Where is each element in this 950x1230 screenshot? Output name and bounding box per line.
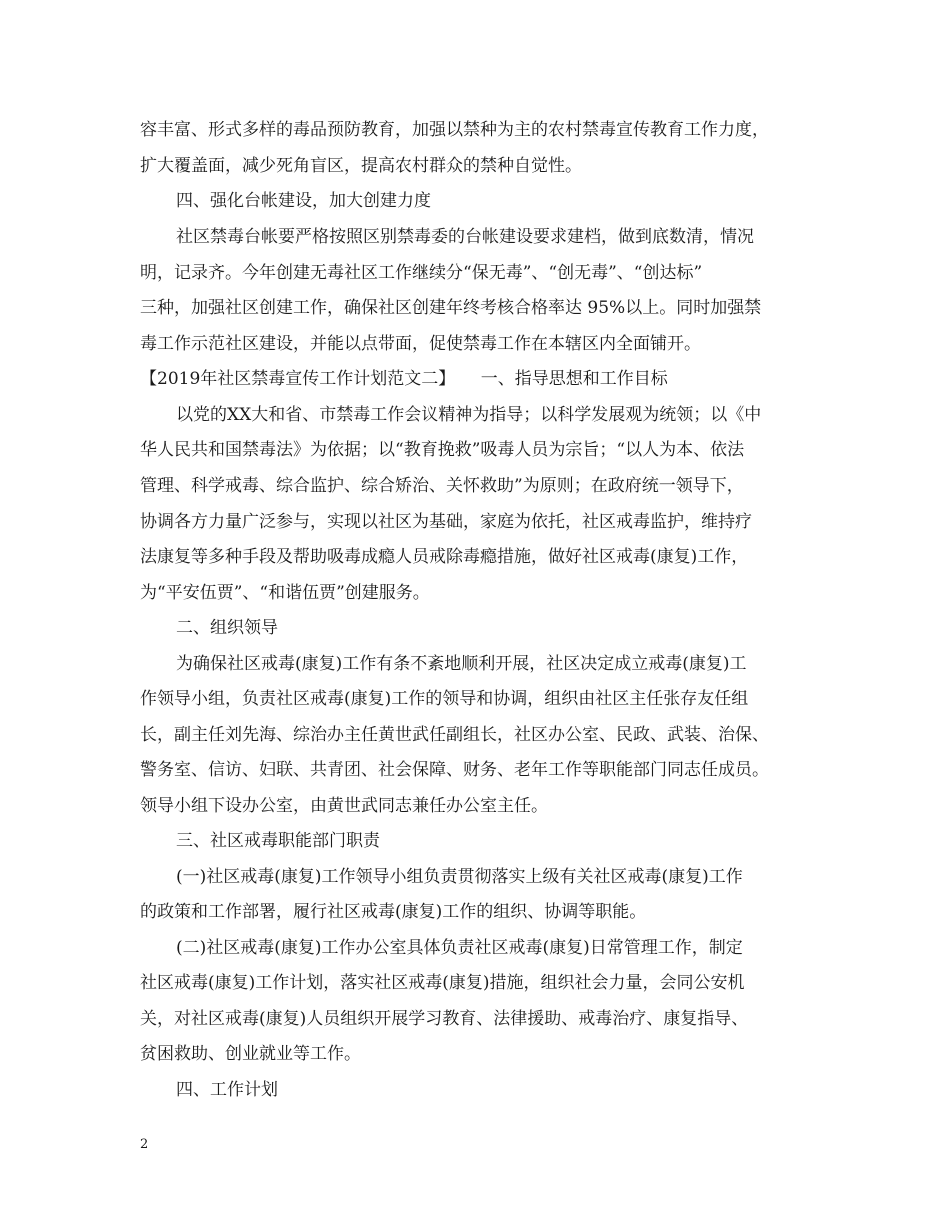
text-line: (一)社区戒毒(康复)工作领导小组负责贯彻落实上级有关社区戒毒(康复)工作: [176, 867, 743, 887]
text-line: (二)社区戒毒(康复)工作办公室具体负责社区戒毒(康复)日常管理工作，制定: [176, 938, 743, 958]
text-line: 社区禁毒台帐要严格按照区别禁毒委的台帐建设要求建档，做到底数清，情况: [176, 227, 754, 247]
section-heading: 四、强化台帐建设，加大创建力度: [176, 191, 431, 211]
text-line: 明，记录齐。今年创建无毒社区工作继续分“保无毒”、“创无毒”、“创达标”: [140, 263, 703, 283]
text-line: 三种，加强社区创建工作，确保社区创建年终考核合格率达 95%以上。同时加强禁: [140, 298, 762, 318]
text-line: 关，对社区戒毒(康复)人员组织开展学习教育、法律援助、戒毒治疗、康复指导、: [140, 1009, 749, 1029]
text-line: 容丰富、形式多样的毒品预防教育，加强以禁种为主的农村禁毒宣传教育工作力度，: [140, 120, 769, 140]
text-line: 华人民共和国禁毒法》为依据；以“教育挽救”吸毒人员为宗旨；“以人为本、依法: [140, 440, 745, 460]
text-line: 贫困救助、创业就业等工作。: [140, 1044, 361, 1064]
text-line: 的政策和工作部署，履行社区戒毒(康复)工作的组织、协调等职能。: [140, 902, 647, 922]
text-line: 毒工作示范社区建设，并能以点带面，促使禁毒工作在本辖区内全面铺开。: [140, 334, 701, 354]
text-line: 协调各方力量广泛参与，实现以社区为基础，家庭为依托，社区戒毒监护，维持疗: [140, 512, 752, 532]
text-line: 警务室、信访、妇联、共青团、社会保障、财务、老年工作等职能部门同志任成员。: [140, 760, 769, 780]
text-line: 作领导小组，负责社区戒毒(康复)工作的领导和协调，组织由社区主任张存友任组: [140, 689, 749, 709]
text-line: 法康复等多种手段及帮助吸毒成瘾人员戒除毒瘾措施，做好社区戒毒(康复)工作，: [140, 547, 749, 567]
section-heading: 四、工作计划: [176, 1080, 278, 1100]
page-number: 2: [140, 1137, 149, 1152]
text-line: 管理、科学戒毒、综合监护、综合矫治、关怀救助”为原则；在政府统一领导下，: [140, 476, 744, 496]
text-line: 为确保社区戒毒(康复)工作有条不紊地顺利开展，社区决定成立戒毒(康复)工: [176, 654, 747, 674]
text-line: 长，副主任刘先海、综治办主任黄世武任副组长，社区办公室、民政、武装、治保、: [140, 725, 769, 745]
text-line: 社区戒毒(康复)工作计划，落实社区戒毒(康复)措施，组织社会力量，会同公安机: [140, 973, 745, 993]
text-line: 扩大覆盖面，减少死角盲区，提高农村群众的禁种自觉性。: [140, 156, 582, 176]
text-line: 以党的XX大和省、市禁毒工作会议精神为指导；以科学发展观为统领；以《中: [176, 405, 762, 425]
section-heading: 二、组织领导: [176, 618, 278, 638]
text-line: 为“平安伍贾”、“和谐伍贾”创建服务。: [140, 583, 430, 603]
text-line: 领导小组下设办公室，由黄世武同志兼任办公室主任。: [140, 796, 548, 816]
article-title-line: 【2019年社区禁毒宣传工作计划范文二】 一、指导思想和工作目标: [140, 369, 668, 389]
section-heading: 三、社区戒毒职能部门职责: [176, 831, 380, 851]
